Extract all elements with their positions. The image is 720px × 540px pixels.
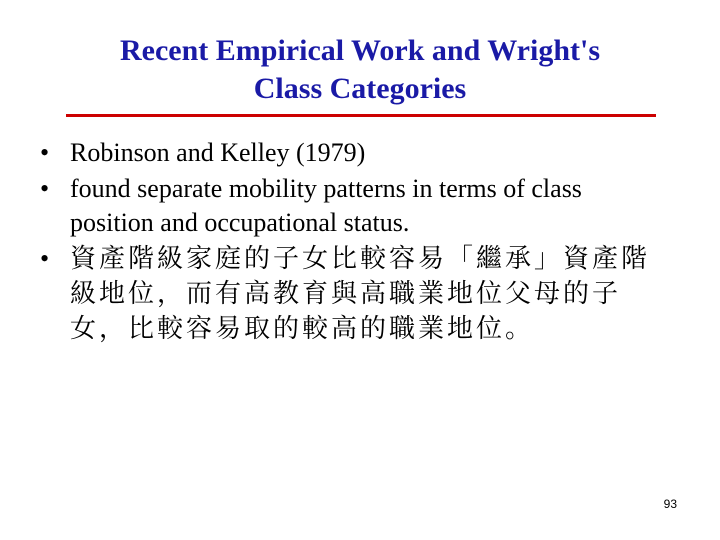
bullet-text: Robinson and Kelley (1979) xyxy=(70,138,366,167)
bullet-list xyxy=(40,136,660,349)
slide-title-line-1: Recent Empirical Work and Wright's xyxy=(119,34,601,67)
bullet-text: found separate mobility patterns in terms of class position and occupational status. xyxy=(70,174,582,237)
bullet-item-mobility-patterns xyxy=(40,172,660,240)
slide-title xyxy=(60,32,660,108)
bullet-text: 資產階級家庭的子女比較容易「繼承」資產階級地位，而有高教育與高職業地位父母的子女，比較容易取的較高的職業地位。 xyxy=(70,244,651,344)
bullet-item-robinson-kelley xyxy=(40,136,660,170)
bullet-marker-icon: • xyxy=(40,174,50,203)
bullet-item-chinese-summary xyxy=(40,242,660,347)
title-divider-rule xyxy=(66,114,656,117)
bullet-marker-icon: • xyxy=(40,244,50,273)
slide-title-line-2: Class Categories xyxy=(253,72,467,105)
page-number: 93 xyxy=(663,497,677,511)
bullet-marker-icon: • xyxy=(40,138,50,167)
